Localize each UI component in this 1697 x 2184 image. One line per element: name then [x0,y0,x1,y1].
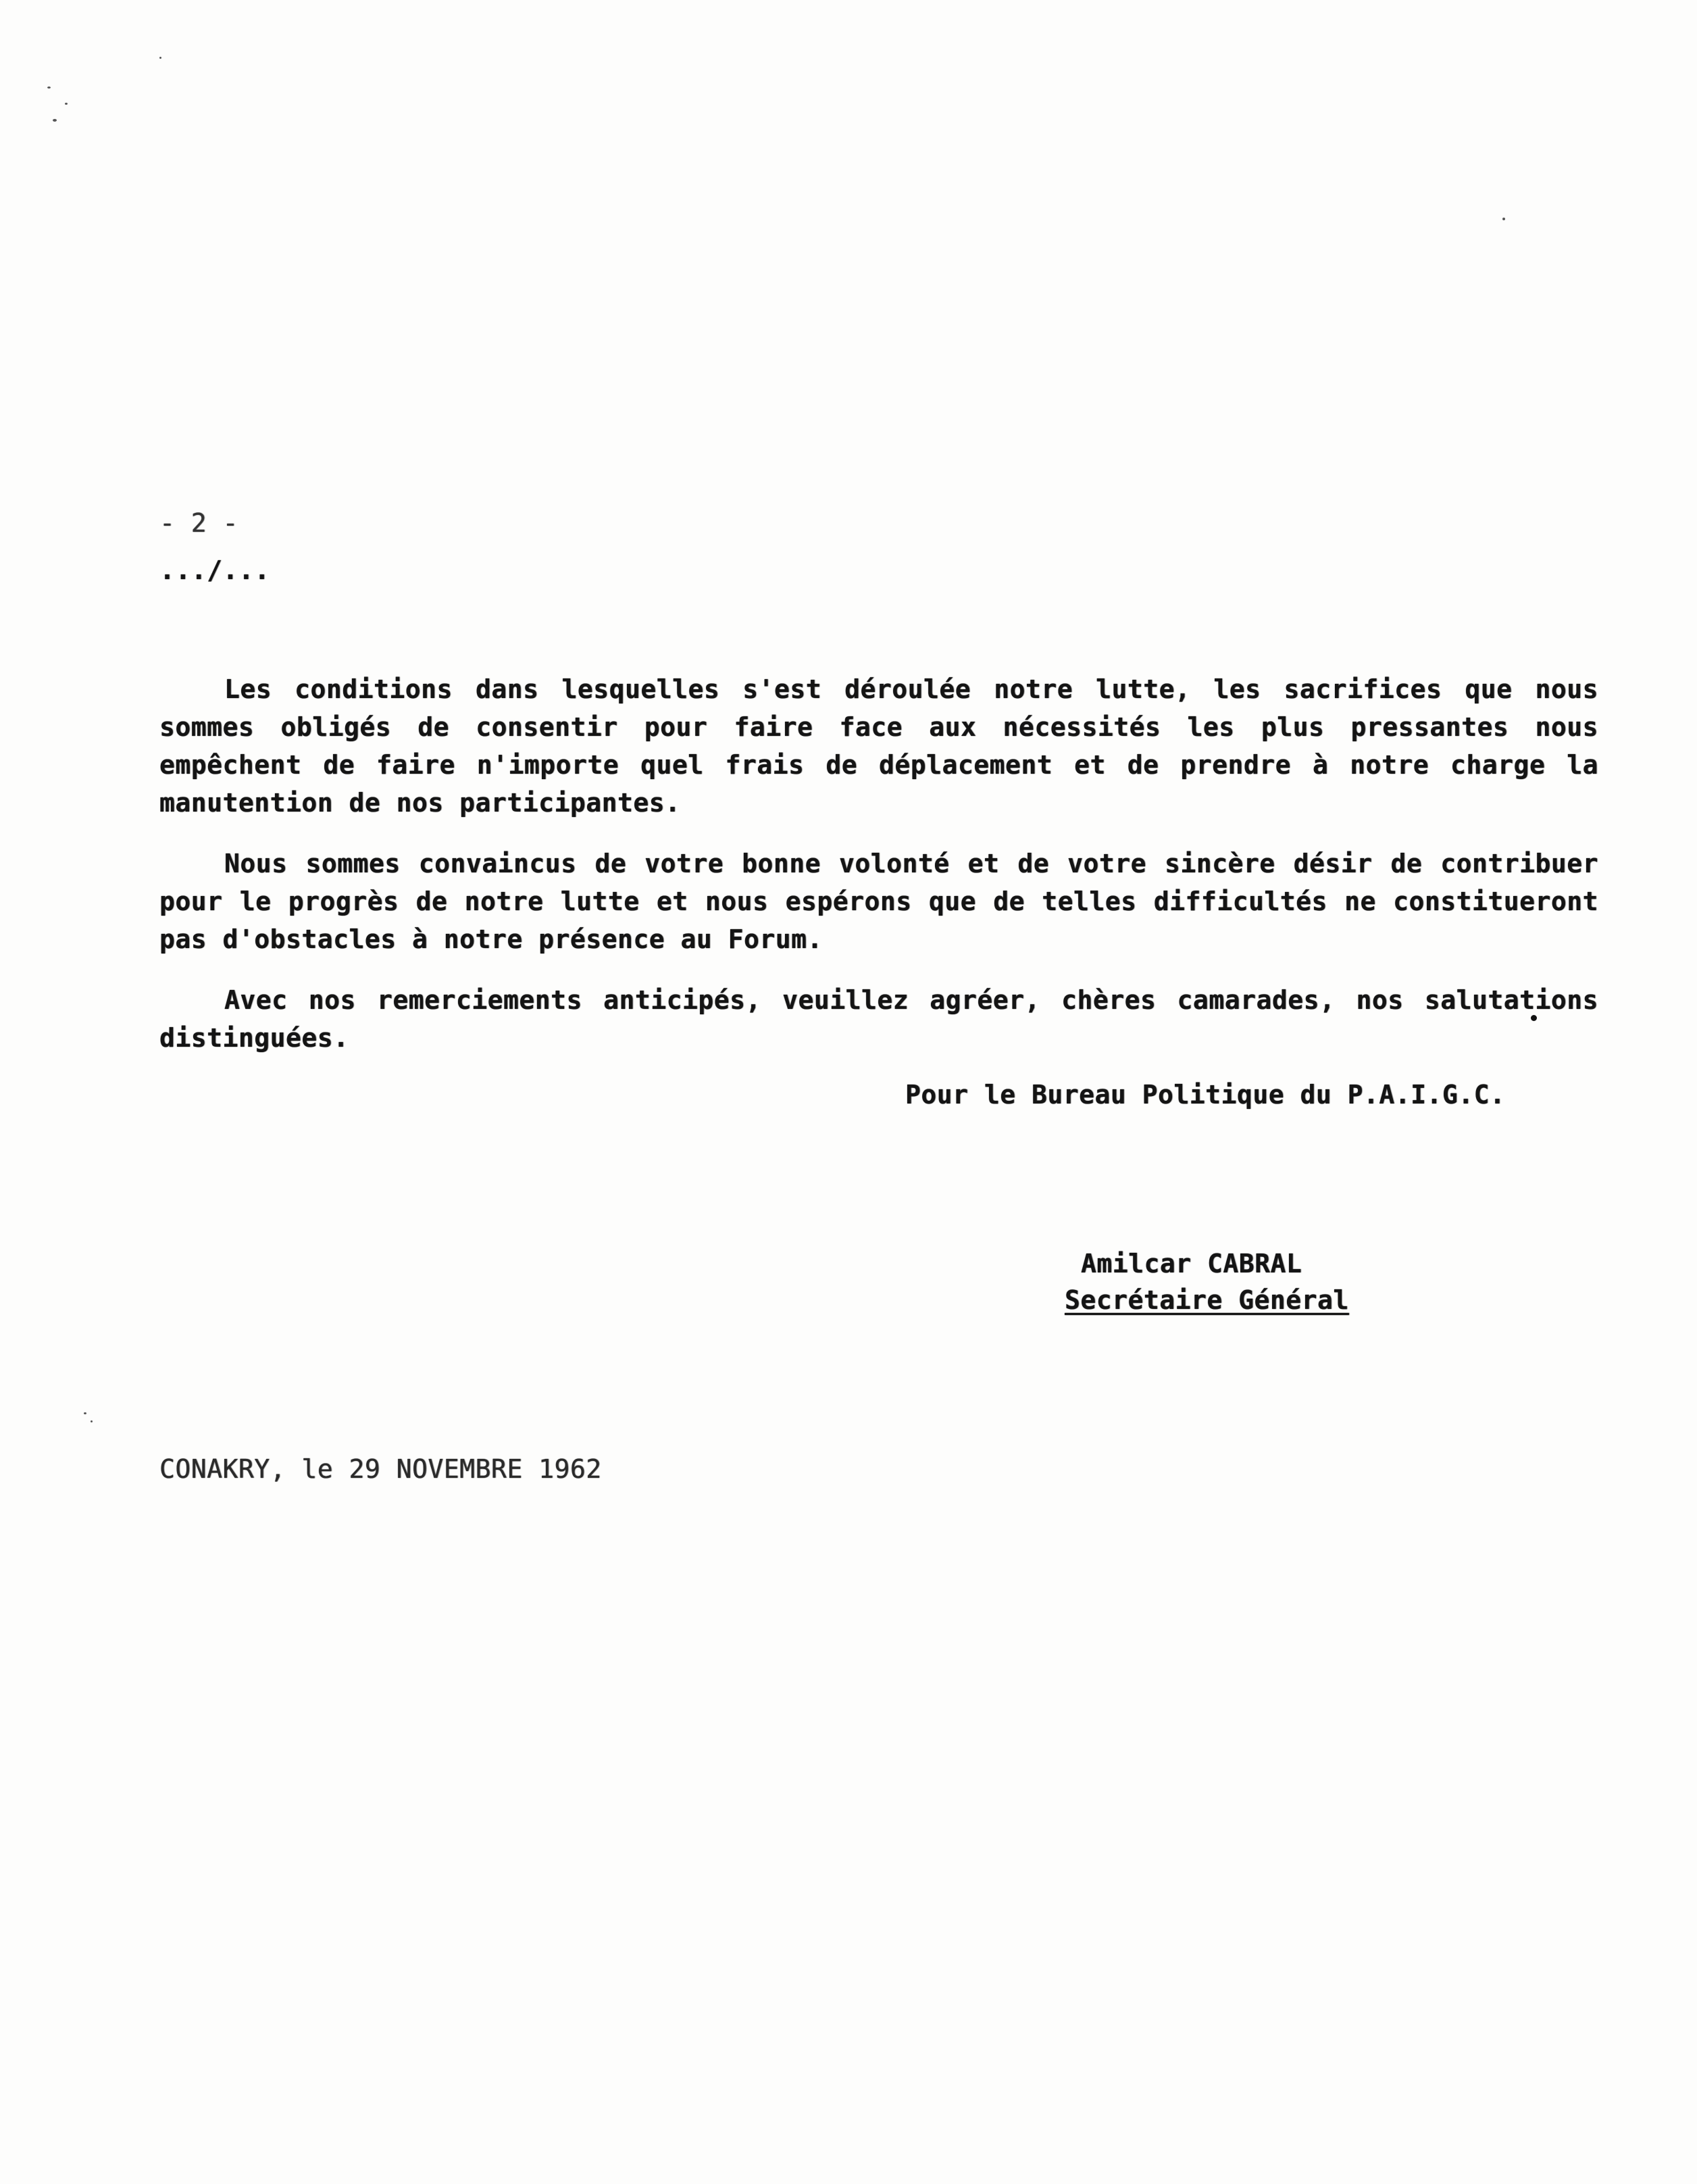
scan-speck [84,1412,86,1414]
page-number: - 2 - [159,508,238,538]
continuation-mark: .../... [159,555,270,585]
signatory-title: Secrétaire Général [1065,1285,1349,1315]
scan-speck [1502,218,1505,220]
signatory-name: Amilcar CABRAL [1081,1249,1302,1279]
paragraph-conditions: Les conditions dans lesquelles s'est déroulée notre lutte, les sacrifices que nous sommes obligés de consentir pour faire face aux nécessités les plus pressantes nous empêchent de faire n'importe quel frais de déplacement et de prendre à notre charge la manutention de nos participantes. [159,674,1598,818]
scan-speck [65,103,68,105]
scan-speck [91,1420,93,1422]
place-and-date: CONAKRY, le 29 NOVEMBRE 1962 [159,1454,602,1484]
signoff-line: Pour le Bureau Politique du P.A.I.G.C. [905,1080,1506,1110]
scan-speck [159,57,161,59]
scan-speck [53,119,57,122]
paragraph-closing: Avec nos remerciements anticipés, veuillez agréer, chères camarades, nos salutations distinguées. [159,985,1598,1053]
letter-body [159,670,1598,1080]
paragraph-conviction: Nous sommes convaincus de votre bonne volonté et de votre sincère désir de contribuer pour le progrès de notre lutte et nous espérons que de telles difficultés ne constitueront pas d'obstacles à notre présence au Forum. [159,849,1598,954]
scan-speck [47,86,51,89]
